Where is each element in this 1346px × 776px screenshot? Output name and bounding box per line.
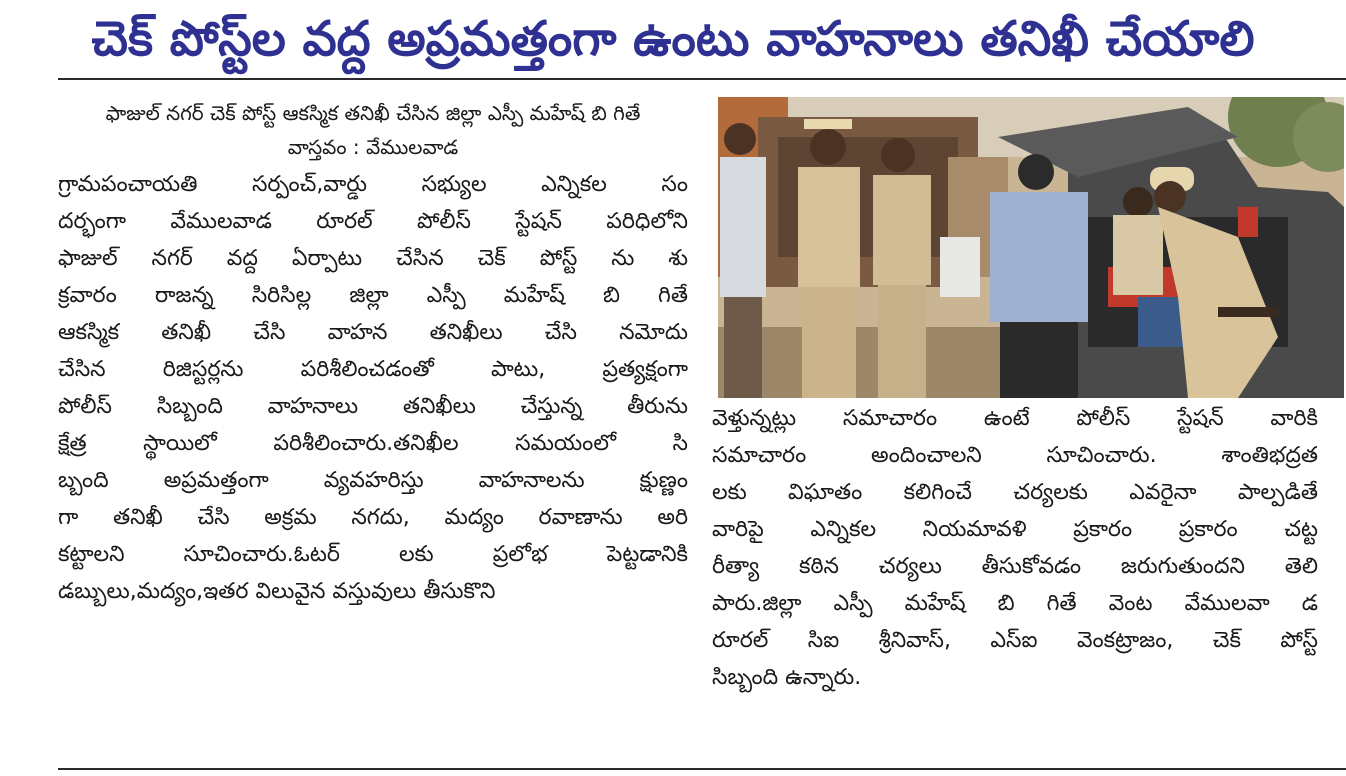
news-photo [718, 97, 1344, 398]
body-line: కట్టాలని సూచించారు.ఓటర్ లకు ప్రలోభ పెట్టడానికి [58, 542, 688, 567]
body-line: పారు.జిల్లా ఎస్పీ మహేష్ బి గితే వెంట వేములవా డ [712, 591, 1318, 616]
photo-illustration [718, 97, 1344, 398]
dateline: వాస్తవం : వేములవాడ [287, 135, 459, 159]
subheadline: ఫాజుల్ నగర్ చెక్ పోస్ట్ ఆకస్మిక తనిఖీ చేసిన జిల్లా ఎస్పీ మహేష్ బి గితే [105, 101, 641, 125]
body-line: సిబ్బంది ఉన్నారు. [712, 665, 862, 690]
headline: చెక్ పోస్ట్‌ల వద్ద అప్రమత్తంగా ఉంటు వాహనాలు తనిఖీ చేయాలి [91, 11, 1255, 67]
body-line: వెళ్తున్నట్లు సమాచారం ఉంటే పోలీస్ స్టేషన్ వారికి [712, 406, 1318, 431]
body-line: లకు విఘాతం కలిగించే చర్యలకు ఎవరైనా పాల్పడితే [712, 480, 1318, 505]
body-line: బ్బంది అప్రమత్తంగా వ్యవహరిస్తు వాహనాలను క్షుణ్ణం [58, 468, 688, 493]
top-divider [58, 78, 1346, 80]
body-line: చేసిన రిజిస్టర్లను పరిశీలించడంతో పాటు, ప్రత్యక్షంగా [58, 357, 688, 382]
body-line: దర్భంగా వేములవాడ రూరల్ పోలీస్ స్టేషన్ పరిధిలోని [58, 209, 688, 234]
body-line: ఫాజుల్ నగర్ వద్ద ఏర్పాటు చేసిన చెక్ పోస్ట్ ను శు [58, 246, 688, 271]
body-line: గా తనిఖీ చేసి అక్రమ నగదు, మద్యం రవాణాను అరి [58, 505, 688, 530]
body-line: రీత్యా కఠిన చర్యలు తీసుకోవడం జరుగుతుందని తెలి [712, 554, 1318, 579]
body-line: పోలీస్ సిబ్బంది వాహనాలు తనిఖీలు చేస్తున్న తీరును [58, 394, 688, 419]
body-line: రూరల్ సిఐ శ్రీనివాస్, ఎస్ఐ వెంకట్రాజం, చెక్ పోస్ట్ [712, 628, 1318, 653]
right-column [712, 400, 1318, 696]
left-column [58, 96, 688, 610]
body-line: వారిపై ఎన్నికల నియమావళి ప్రకారం ప్రకారం చట్ట [712, 517, 1318, 542]
left-body-text [58, 166, 688, 610]
body-line: ఆకస్మిక తనిఖీ చేసి వాహన తనిఖీలు చేసి నమోదు [58, 320, 688, 345]
right-body-text [712, 400, 1318, 696]
body-line: డబ్బులు,మద్యం,ఇతర విలువైన వస్తువులు తీసుకొని [58, 579, 496, 604]
body-line: సమాచారం అందించాలని సూచించారు. శాంతిభద్రత [712, 443, 1318, 468]
body-line: క్రవారం రాజన్న సిరిసిల్ల జిల్లా ఎస్పీ మహేష్ బి గితే [58, 283, 688, 308]
bottom-divider [58, 768, 1346, 770]
body-line: క్షేత్ర స్థాయిలో పరిశీలించారు.తనిఖీల సమయంలో సి [58, 431, 688, 456]
body-line: గ్రామపంచాయతి సర్పంచ్,వార్డు సభ్యుల ఎన్నికల సం [58, 172, 688, 197]
